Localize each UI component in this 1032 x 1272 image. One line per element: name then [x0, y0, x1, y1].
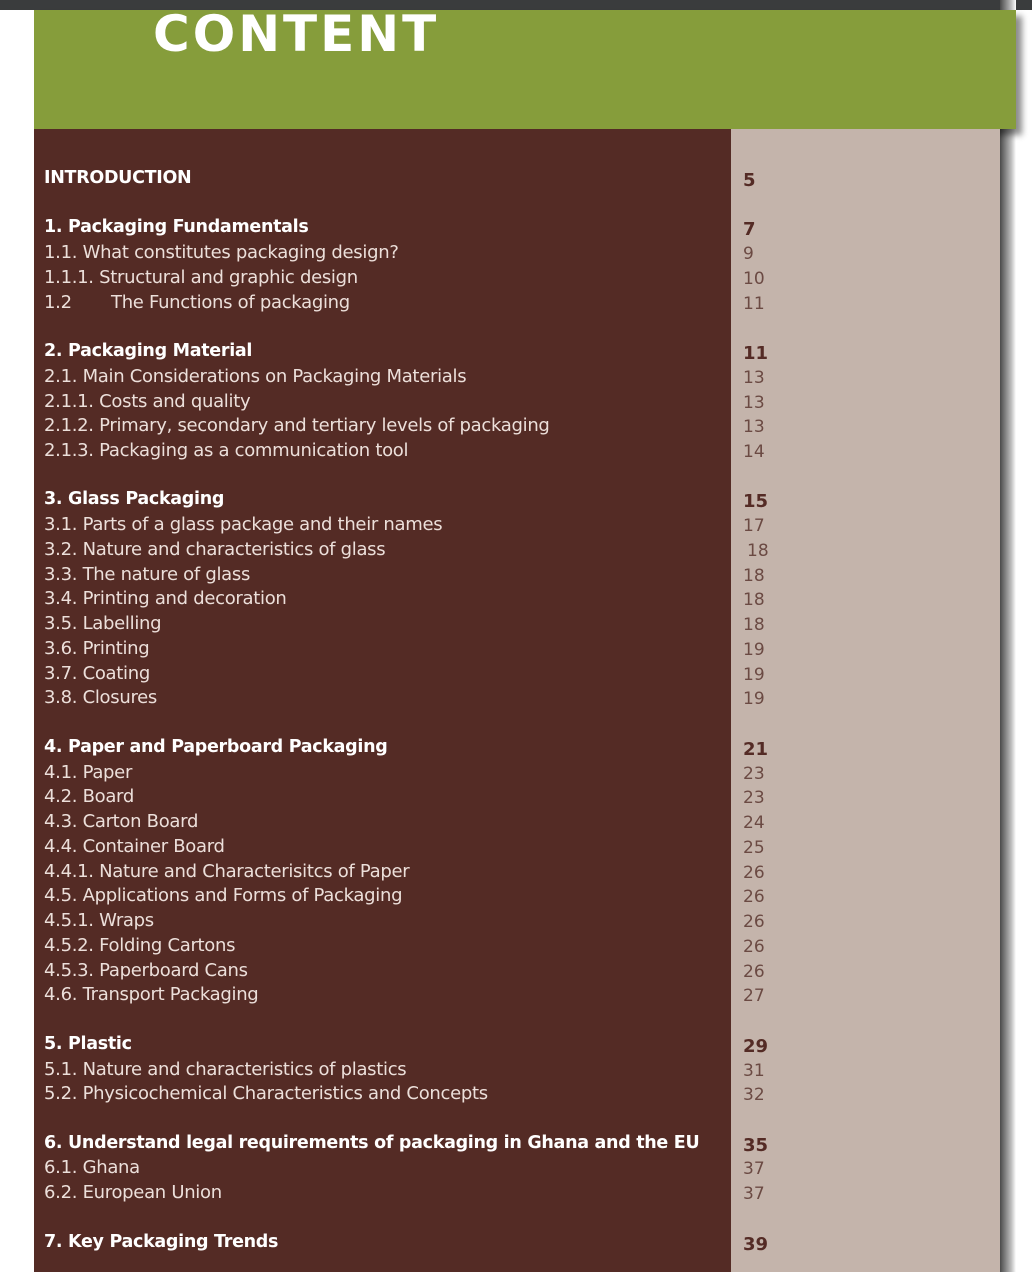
toc-section-title: 2. Packaging Material — [44, 341, 253, 361]
toc-entry-number: 1.2 — [44, 292, 72, 313]
toc-entry-label: 4.5.3. Paperboard Cans — [44, 960, 248, 981]
toc-item[interactable] — [44, 438, 774, 463]
toc-item[interactable] — [44, 364, 774, 389]
toc-page-number: 19 — [743, 689, 765, 709]
toc-item[interactable] — [44, 586, 774, 611]
toc-page-number: 23 — [743, 764, 765, 784]
toc-entry-label: 4.3. Carton Board — [44, 811, 199, 832]
toc-section-6[interactable] — [44, 1131, 774, 1156]
toc-page-number: 37 — [743, 1159, 765, 1179]
toc-item[interactable] — [44, 240, 774, 265]
toc-section-2[interactable] — [44, 339, 774, 364]
toc-item[interactable] — [44, 982, 774, 1007]
toc-item[interactable] — [44, 908, 774, 933]
toc-page-number: 7 — [743, 219, 756, 240]
toc-page-number: 18 — [743, 590, 765, 610]
toc-entry-label: 2.1.3. Packaging as a communication tool — [44, 440, 409, 461]
toc-page-number: 26 — [743, 962, 765, 982]
toc-entry-label: 4.5.2. Folding Cartons — [44, 935, 236, 956]
toc-entry-label: 4.4.1. Nature and Characterisitcs of Paper — [44, 861, 410, 882]
toc-entry-label: 2.1.1. Costs and quality — [44, 391, 251, 412]
toc-item[interactable] — [44, 1081, 774, 1106]
toc-page-number: 14 — [743, 442, 765, 462]
toc-entry-label: 3.8. Closures — [44, 687, 157, 708]
toc-item[interactable] — [44, 685, 774, 710]
toc-entry-label: 4.1. Paper — [44, 762, 133, 783]
toc-page-number: 25 — [743, 838, 765, 858]
toc-entry-label: 3.3. The nature of glass — [44, 564, 251, 585]
toc-item[interactable] — [44, 834, 774, 859]
page-title: CONTENT — [153, 5, 440, 63]
toc-item[interactable] — [44, 933, 774, 958]
toc-section-title: 6. Understand legal requirements of packaging in Ghana and the EU — [44, 1133, 700, 1153]
toc-section-title: 5. Plastic — [44, 1034, 132, 1054]
toc-item[interactable] — [44, 1180, 774, 1205]
toc-page-number: 5 — [743, 170, 756, 191]
toc-entry-label: 3.5. Labelling — [44, 613, 162, 634]
toc-page-number: 31 — [743, 1061, 765, 1081]
toc-entry-label: INTRODUCTION — [44, 168, 192, 188]
toc-page-number: 11 — [743, 343, 769, 364]
toc-section-title: 3. Glass Packaging — [44, 489, 225, 509]
toc-entry-label: 4.6. Transport Packaging — [44, 984, 259, 1005]
toc-item[interactable] — [44, 1057, 774, 1082]
toc-entry-label: 6.1. Ghana — [44, 1157, 140, 1178]
toc-entry-label: 5.2. Physicochemical Characteristics and Concepts — [44, 1083, 488, 1104]
toc-entry-label: 2.1. Main Considerations on Packaging Materials — [44, 366, 467, 387]
toc-entry-label: 3.1. Parts of a glass package and their names — [44, 514, 443, 535]
toc-entry-label: 4.2. Board — [44, 786, 134, 807]
toc-page-number: 13 — [743, 417, 765, 437]
toc-item[interactable] — [44, 859, 774, 884]
toc-page-number: 19 — [743, 665, 765, 685]
toc-entry-label: 4.4. Container Board — [44, 836, 225, 857]
toc-entry-label: 3.2. Nature and characteristics of glass — [44, 539, 386, 560]
toc-entry-label: 4.5.1. Wraps — [44, 910, 154, 931]
toc-item[interactable] — [44, 636, 774, 661]
toc-page-number: 26 — [743, 863, 765, 883]
toc-page-number: 18 — [743, 615, 765, 635]
toc-section-4[interactable] — [44, 735, 774, 760]
toc-item[interactable] — [44, 512, 774, 537]
toc-page-number: 21 — [743, 739, 769, 760]
toc-page-number: 26 — [743, 912, 765, 932]
toc-entry-label: 2.1.2. Primary, secondary and tertiary levels of packaging — [44, 415, 550, 436]
toc-page-number: 37 — [743, 1184, 765, 1204]
toc-introduction[interactable] — [44, 166, 774, 191]
toc-item[interactable] — [44, 661, 774, 686]
toc-entry-label: 3.6. Printing — [44, 638, 150, 659]
toc-page-number: 13 — [743, 393, 765, 413]
toc-page-number: 26 — [743, 887, 765, 907]
toc-item[interactable] — [44, 784, 774, 809]
toc-page-number: 29 — [743, 1036, 769, 1057]
toc-entry-label — [44, 290, 350, 315]
toc-page-number: 18 — [743, 566, 765, 586]
toc-page-number: 39 — [743, 1234, 769, 1255]
toc-entry-label: 6.2. European Union — [44, 1182, 222, 1203]
toc-item[interactable] — [44, 562, 774, 587]
toc-page-number: 27 — [743, 986, 765, 1006]
toc-entry-label: 5.1. Nature and characteristics of plastics — [44, 1059, 407, 1080]
toc-page-number: 23 — [743, 788, 765, 808]
toc-section-5[interactable] — [44, 1032, 774, 1057]
toc-item[interactable] — [44, 883, 774, 908]
toc-page-number: 11 — [743, 294, 765, 314]
toc-page-number: 32 — [743, 1085, 765, 1105]
toc-page-number: 17 — [743, 516, 765, 536]
toc-item[interactable] — [44, 1155, 774, 1180]
toc-section-7[interactable] — [44, 1230, 774, 1255]
toc-page-number: 15 — [743, 491, 769, 512]
toc-entry-text: The Functions of packaging — [111, 292, 350, 313]
toc-section-title: 7. Key Packaging Trends — [44, 1232, 279, 1252]
toc-page-number: 10 — [743, 269, 765, 289]
toc-page-number: 9 — [743, 244, 754, 264]
toc-item[interactable] — [44, 413, 774, 438]
toc-entry-label: 4.5. Applications and Forms of Packaging — [44, 885, 403, 906]
toc-entry-label: 1.1.1. Structural and graphic design — [44, 267, 358, 288]
toc-page-number: 24 — [743, 813, 765, 833]
toc-item[interactable] — [44, 389, 774, 414]
toc-page-number: 13 — [743, 368, 765, 388]
toc-item[interactable] — [44, 760, 774, 785]
toc-page-number: 19 — [743, 640, 765, 660]
toc-item[interactable] — [44, 290, 774, 315]
toc-item[interactable] — [44, 537, 774, 562]
toc-section-title: 1. Packaging Fundamentals — [44, 217, 309, 237]
toc-entry-label: 3.4. Printing and decoration — [44, 588, 287, 609]
toc-entry-label: 1.1. What constitutes packaging design? — [44, 242, 399, 263]
toc-item[interactable] — [44, 809, 774, 834]
toc-item[interactable] — [44, 611, 774, 636]
toc-entry-label: 3.7. Coating — [44, 663, 150, 684]
toc-page-number: 35 — [743, 1135, 769, 1156]
toc-item[interactable] — [44, 958, 774, 983]
toc-section-3[interactable] — [44, 487, 774, 512]
toc-section-title: 4. Paper and Paperboard Packaging — [44, 737, 388, 757]
toc-section-1[interactable] — [44, 215, 774, 240]
toc-item[interactable] — [44, 265, 774, 290]
toc-page-number: 26 — [743, 937, 765, 957]
toc-page-number: 18 — [747, 541, 769, 561]
